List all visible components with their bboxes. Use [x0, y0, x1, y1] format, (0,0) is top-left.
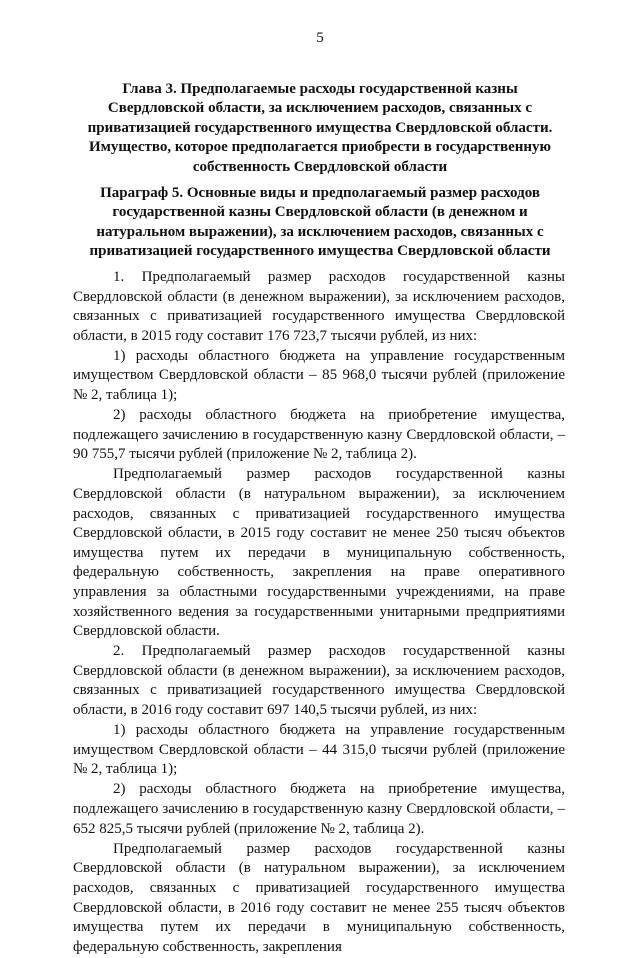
chapter-heading: Глава 3. Предполагаемые расходы государственной казны Свердловской области, за исключением расходов, связанных с приватизацией государственного имущества Свердловской области. Имущество, которое предполагается приобрести в государственную собственность Свердловской области	[87, 81, 553, 175]
document-body	[73, 268, 565, 958]
body-paragraph: 2) расходы областного бюджета на приобретение имущества, подлежащего зачислению в государственную казну Свердловской области, – 652 825,5 тысячи рублей (приложение № 2, таблица 2).	[73, 781, 565, 837]
body-paragraph: 1) расходы областного бюджета на управление государственным имуществом Свердловской области – 44 315,0 тысячи рублей (приложение № 2, таблица 1);	[73, 722, 565, 778]
body-paragraph: 1) расходы областного бюджета на управление государственным имуществом Свердловской области – 85 968,0 тысячи рублей (приложение № 2, таблица 1);	[73, 347, 565, 404]
body-paragraph: Предполагаемый размер расходов государственной казны Свердловской области (в натуральном выражении), за исключением расходов, связанных с приватизацией государственного имущества Свердловской области, в 2016 году составит не менее 255 тысяч объектов имущества путем их передачи в муниципальную собственность, федеральную собственность, закрепления	[73, 840, 565, 955]
page-number: 5	[316, 30, 324, 46]
body-paragraph: 2. Предполагаемый размер расходов государственной казны Свердловской области (в денежном выражении), за исключением расходов, связанных с приватизацией государственного имущества Свердловской области, в 2016 году составит 697 140,5 тысячи рублей, из них:	[73, 643, 565, 719]
body-paragraph: Предполагаемый размер расходов государственной казны Свердловской области (в натуральном выражении), за исключением расходов, связанных с приватизацией государственного имущества Свердловской области, в 2015 году составит не менее 250 тысяч объектов имущества путем их передачи в муниципальную собственность, федеральную собственность, закрепления на праве оперативного управления за областными государственными учреждениями, на праве хозяйственного ведения за государственными унитарными предприятиями Свердловской области.	[73, 466, 565, 640]
body-paragraph: 2) расходы областного бюджета на приобретение имущества, подлежащего зачислению в государственную казну Свердловской области, – 90 755,7 тысячи рублей (приложение № 2, таблица 2).	[73, 407, 565, 463]
paragraph-heading: Параграф 5. Основные виды и предполагаемый размер расходов государственной казны Свердловской области (в денежном и натуральном выражении), за исключением расходов, связанных с приватизацией государственного имущества Свердловской области	[89, 185, 551, 260]
body-paragraph: 1. Предполагаемый размер расходов государственной казны Свердловской области (в денежном выражении), за исключением расходов, связанных с приватизацией государственного имущества Свердловской области, в 2015 году составит 176 723,7 тысячи рублей, из них:	[73, 269, 565, 344]
